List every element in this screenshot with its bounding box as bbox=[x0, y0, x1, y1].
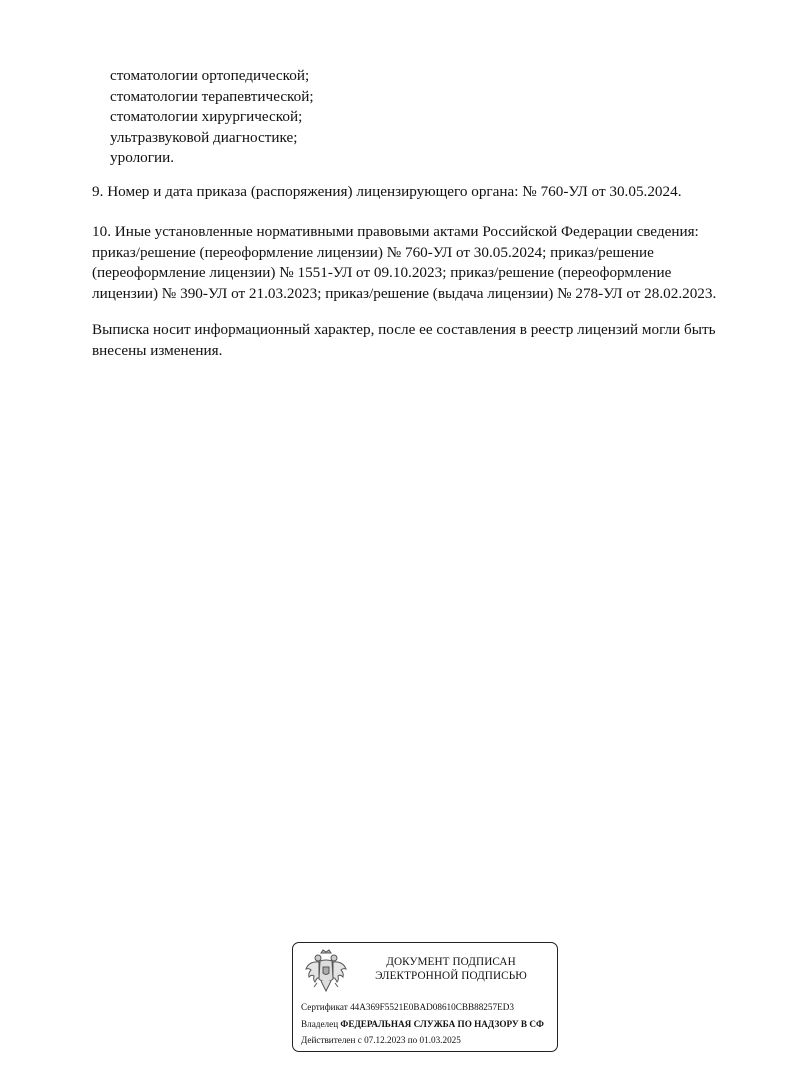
owner-row bbox=[301, 1018, 544, 1030]
disclaimer-line: Выписка носит информационный характер, после ее составления в реестр лицензий могли быть bbox=[92, 321, 716, 338]
list-item: стоматологии ортопедической; bbox=[110, 67, 310, 84]
disclaimer-line: внесены изменения. bbox=[92, 341, 223, 359]
section-10-line: приказ/решение (переоформление лицензии) № 760-УЛ от 30.05.2024; приказ/решение bbox=[92, 243, 654, 261]
section-10-line: 10. Иные установленные нормативными правовыми актами Российской Федерации сведения: bbox=[92, 223, 699, 240]
list-item: ультразвуковой диагностике; bbox=[110, 128, 298, 146]
validity-row: Действителен с 07.12.2023 по 01.03.2025 bbox=[301, 1035, 461, 1045]
certificate-value: 44A369F5521E0BAD08610CBB88257ED3 bbox=[350, 1002, 514, 1012]
section-10-other-info bbox=[92, 222, 772, 304]
specialties-list bbox=[110, 66, 314, 169]
stamp-title: ДОКУМЕНТ ПОДПИСАН bbox=[386, 956, 516, 968]
certificate-row bbox=[301, 1001, 514, 1013]
stamp-subtitle: ЭЛЕКТРОННОЙ ПОДПИСЬЮ bbox=[375, 970, 527, 982]
owner-value: ФЕДЕРАЛЬНАЯ СЛУЖБА ПО НАДЗОРУ В СФ bbox=[340, 1019, 544, 1029]
list-item: стоматологии хирургической; bbox=[110, 108, 303, 125]
list-item: стоматологии терапевтической; bbox=[110, 87, 314, 105]
electronic-signature-stamp bbox=[292, 942, 558, 1052]
section-10-line: лицензии) № 390-УЛ от 21.03.2023; приказ/решение (выдача лицензии) № 278-УЛ от 28.02.2023. bbox=[92, 284, 717, 302]
section-9-line: 9. Номер и дата приказа (распоряжения) лицензирующего органа: № 760-УЛ от 30.05.2024. bbox=[92, 183, 682, 200]
certificate-label: Сертификат bbox=[301, 1002, 348, 1012]
list-item: урологии. bbox=[110, 149, 175, 166]
double-headed-eagle-emblem-icon bbox=[301, 947, 351, 997]
owner-label: Владелец bbox=[301, 1019, 339, 1029]
disclaimer-note bbox=[92, 320, 772, 361]
section-9-order-number bbox=[92, 182, 772, 203]
section-10-line: (переоформление лицензии) № 1551-УЛ от 09.10.2023; приказ/решение (переоформление bbox=[92, 264, 672, 281]
